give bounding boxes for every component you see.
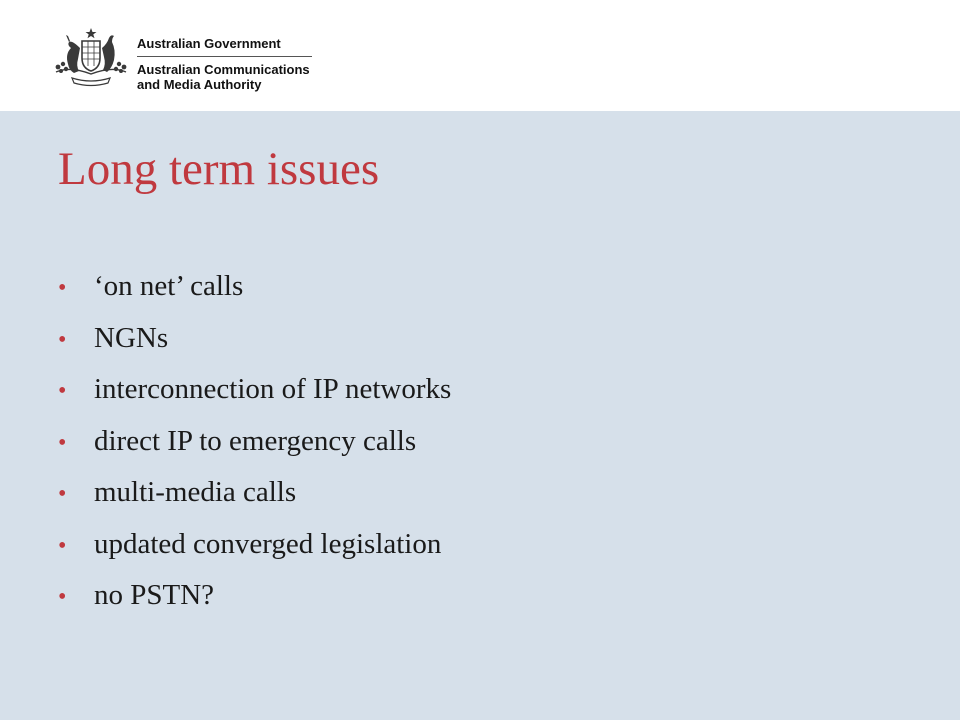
list-item [58,322,451,374]
commonwealth-coat-of-arms-icon [52,26,130,88]
agency-name-line-1: Australian Communications [137,62,310,77]
bullet-text: direct IP to emergency calls [94,424,417,457]
wordmark-divider [137,56,312,57]
list-item [58,476,451,528]
bullet-dot: • [58,429,67,456]
bullet-dot: • [58,481,67,507]
government-wordmark [137,36,312,92]
list-item [58,425,451,477]
bullet-text: ‘on net’ calls [94,270,244,302]
list-item [58,373,451,425]
bullet-text: multi-media calls [94,476,297,508]
bullet-text: interconnection of IP networks [94,373,452,405]
bullet-text: updated converged legislation [94,527,442,560]
bullet-dot: • [58,326,67,353]
bullet-list [58,270,451,631]
list-item [58,270,451,322]
slide-content [0,111,960,720]
bullet-dot: • [58,378,67,404]
bullet-dot: • [58,275,67,301]
government-name: Australian Government [137,36,281,51]
bullet-dot: • [58,532,67,559]
list-item [58,528,451,580]
agency-name-line-2: and Media Authority [137,77,262,92]
bullet-text: NGNs [94,321,169,354]
bullet-text: no PSTN? [94,579,215,611]
header-bar [0,0,960,111]
slide-title: Long term issues [58,143,380,195]
list-item [58,579,451,631]
bullet-dot: • [58,584,67,610]
